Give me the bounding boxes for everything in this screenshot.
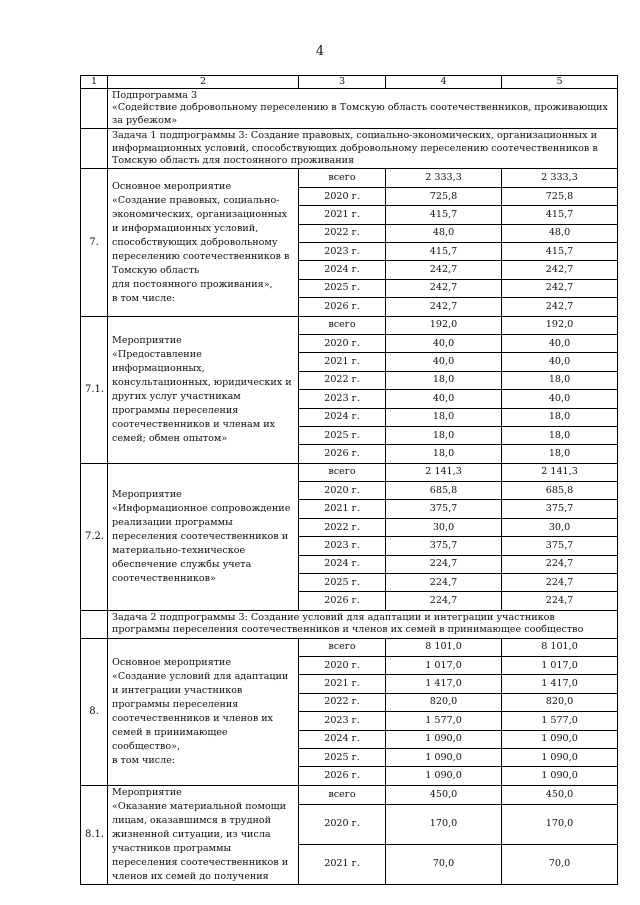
- value-col5: 70,0: [502, 844, 618, 884]
- value-col4: 1 090,0: [386, 767, 502, 785]
- value-col4: 70,0: [386, 844, 502, 884]
- item-name: Основное мероприятие «Создание условий для адаптации и интеграции участников программы переселения соотечественников и членов их семей в принимающее сообщество», в том числе:: [108, 638, 299, 785]
- year-cell: 2023 г.: [299, 537, 386, 555]
- year-cell: 2020 г.: [299, 187, 386, 205]
- year-cell: 2024 г.: [299, 408, 386, 426]
- value-col5: 40,0: [502, 390, 618, 408]
- value-col5: 242,7: [502, 261, 618, 279]
- value-col5: 192,0: [502, 316, 618, 334]
- year-cell: 2024 г.: [299, 261, 386, 279]
- value-col4: 40,0: [386, 334, 502, 352]
- year-cell: 2026 г.: [299, 298, 386, 316]
- header-row: [81, 76, 618, 89]
- value-col4: 224,7: [386, 592, 502, 610]
- page-number: 4: [315, 44, 325, 59]
- value-col5: 242,7: [502, 298, 618, 316]
- year-cell: 2023 г.: [299, 243, 386, 261]
- item-number: 8.1.: [81, 785, 108, 884]
- value-col5: 820,0: [502, 693, 618, 711]
- year-cell: 2020 г.: [299, 804, 386, 844]
- value-col5: 1 090,0: [502, 730, 618, 748]
- year-cell: всего: [299, 169, 386, 187]
- value-col4: 18,0: [386, 408, 502, 426]
- header-col-1: 1: [81, 76, 108, 89]
- value-col4: 192,0: [386, 316, 502, 334]
- year-cell: 2021 г.: [299, 206, 386, 224]
- value-col5: 375,7: [502, 500, 618, 518]
- value-col5: 48,0: [502, 224, 618, 242]
- value-col5: 415,7: [502, 206, 618, 224]
- header-col-2: 2: [108, 76, 299, 89]
- year-cell: 2025 г.: [299, 279, 386, 297]
- value-col4: 1 417,0: [386, 675, 502, 693]
- value-col4: 170,0: [386, 804, 502, 844]
- year-cell: 2025 г.: [299, 748, 386, 766]
- year-cell: 2020 г.: [299, 657, 386, 675]
- value-col4: 725,8: [386, 187, 502, 205]
- value-col4: 242,7: [386, 298, 502, 316]
- value-col4: 30,0: [386, 518, 502, 536]
- year-cell: всего: [299, 638, 386, 656]
- value-col4: 2 141,3: [386, 463, 502, 481]
- year-cell: 2020 г.: [299, 334, 386, 352]
- value-col5: 40,0: [502, 334, 618, 352]
- value-col4: 1 577,0: [386, 712, 502, 730]
- year-cell: 2022 г.: [299, 371, 386, 389]
- value-col5: 40,0: [502, 353, 618, 371]
- value-col4: 224,7: [386, 574, 502, 592]
- value-col4: 224,7: [386, 555, 502, 573]
- value-col4: 375,7: [386, 500, 502, 518]
- year-cell: 2021 г.: [299, 500, 386, 518]
- value-col5: 30,0: [502, 518, 618, 536]
- value-col4: 242,7: [386, 279, 502, 297]
- task-2-title: Задача 2 подпрограммы 3: Создание условий для адаптации и интеграции участников программы переселения соотечественников и членов их семей в принимающее сообщество: [108, 610, 618, 638]
- value-col4: 1 090,0: [386, 730, 502, 748]
- value-col4: 1 090,0: [386, 748, 502, 766]
- table-row: [81, 638, 618, 656]
- year-cell: всего: [299, 463, 386, 481]
- value-col5: 18,0: [502, 445, 618, 463]
- table-row: [81, 785, 618, 804]
- value-col4: 18,0: [386, 371, 502, 389]
- program-table: [80, 75, 618, 885]
- value-col4: 242,7: [386, 261, 502, 279]
- subprogram-title: Подпрограмма 3 «Содействие добровольному переселению в Томскую область соотечественников, проживающих за рубежом»: [108, 89, 618, 129]
- value-col4: 2 333,3: [386, 169, 502, 187]
- value-col5: 725,8: [502, 187, 618, 205]
- item-name: Мероприятие «Оказание материальной помощи лицам, оказавшимся в трудной жизненной ситуации, из числа участников программы переселения соотечественников и членов их семей до получения: [108, 785, 299, 884]
- year-cell: 2023 г.: [299, 390, 386, 408]
- value-col4: 685,8: [386, 482, 502, 500]
- table-row: [81, 316, 618, 334]
- year-cell: всего: [299, 316, 386, 334]
- item-number: 7.2.: [81, 463, 108, 610]
- task-1-title: Задача 1 подпрограммы 3: Создание правовых, социально-экономических, организационных и информационных условий, способствующих добровольному переселению соотечественников в Томскую область для постоянного проживания: [108, 129, 618, 169]
- year-cell: 2026 г.: [299, 767, 386, 785]
- year-cell: 2026 г.: [299, 592, 386, 610]
- year-cell: 2026 г.: [299, 445, 386, 463]
- task-1-title-row: [81, 129, 618, 169]
- value-col5: 1 017,0: [502, 657, 618, 675]
- value-col5: 18,0: [502, 426, 618, 444]
- value-col5: 1 577,0: [502, 712, 618, 730]
- value-col4: 375,7: [386, 537, 502, 555]
- value-col5: 224,7: [502, 574, 618, 592]
- item-number: 7.1.: [81, 316, 108, 463]
- value-col5: 1 090,0: [502, 767, 618, 785]
- value-col4: 450,0: [386, 785, 502, 804]
- value-col5: 170,0: [502, 804, 618, 844]
- value-col4: 48,0: [386, 224, 502, 242]
- header-col-5: 5: [502, 76, 618, 89]
- year-cell: 2025 г.: [299, 426, 386, 444]
- value-col5: 224,7: [502, 555, 618, 573]
- value-col5: 224,7: [502, 592, 618, 610]
- task-1-title-num: [81, 129, 108, 169]
- value-col5: 8 101,0: [502, 638, 618, 656]
- value-col4: 415,7: [386, 206, 502, 224]
- value-col4: 8 101,0: [386, 638, 502, 656]
- item-number: 8.: [81, 638, 108, 785]
- header-col-4: 4: [386, 76, 502, 89]
- year-cell: 2021 г.: [299, 353, 386, 371]
- value-col5: 450,0: [502, 785, 618, 804]
- item-name: Основное мероприятие «Создание правовых, социально-экономических, организационных и информационных условий, способствующих добровольному переселению соотечественников в Томскую область для постоянного проживания», в том числе:: [108, 169, 299, 316]
- year-cell: 2025 г.: [299, 574, 386, 592]
- value-col4: 820,0: [386, 693, 502, 711]
- value-col5: 375,7: [502, 537, 618, 555]
- value-col4: 1 017,0: [386, 657, 502, 675]
- value-col5: 2 141,3: [502, 463, 618, 481]
- value-col4: 18,0: [386, 445, 502, 463]
- year-cell: 2023 г.: [299, 712, 386, 730]
- year-cell: 2022 г.: [299, 224, 386, 242]
- year-cell: 2021 г.: [299, 675, 386, 693]
- value-col4: 415,7: [386, 243, 502, 261]
- task-2-title-row: [81, 610, 618, 638]
- value-col4: 40,0: [386, 390, 502, 408]
- year-cell: всего: [299, 785, 386, 804]
- value-col5: 1 417,0: [502, 675, 618, 693]
- subprogram-title-num: [81, 89, 108, 129]
- task-2-title-num: [81, 610, 108, 638]
- year-cell: 2024 г.: [299, 730, 386, 748]
- year-cell: 2020 г.: [299, 482, 386, 500]
- value-col5: 18,0: [502, 408, 618, 426]
- value-col4: 18,0: [386, 426, 502, 444]
- value-col5: 685,8: [502, 482, 618, 500]
- year-cell: 2024 г.: [299, 555, 386, 573]
- value-col5: 18,0: [502, 371, 618, 389]
- table-row: [81, 463, 618, 481]
- value-col5: 1 090,0: [502, 748, 618, 766]
- year-cell: 2021 г.: [299, 844, 386, 884]
- table-row: [81, 169, 618, 187]
- subprogram-title-row: [81, 89, 618, 129]
- value-col5: 2 333,3: [502, 169, 618, 187]
- item-name: Мероприятие «Предоставление информационных, консультационных, юридических и других услуг участникам программы переселения соотечественников и членам их семей; обмен опытом»: [108, 316, 299, 463]
- year-cell: 2022 г.: [299, 693, 386, 711]
- header-col-3: 3: [299, 76, 386, 89]
- year-cell: 2022 г.: [299, 518, 386, 536]
- item-name: Мероприятие «Информационное сопровождение реализации программы переселения соотечественников и материально-техническое обеспечение службы учета соотечественников»: [108, 463, 299, 610]
- item-number: 7.: [81, 169, 108, 316]
- value-col5: 242,7: [502, 279, 618, 297]
- value-col5: 415,7: [502, 243, 618, 261]
- value-col4: 40,0: [386, 353, 502, 371]
